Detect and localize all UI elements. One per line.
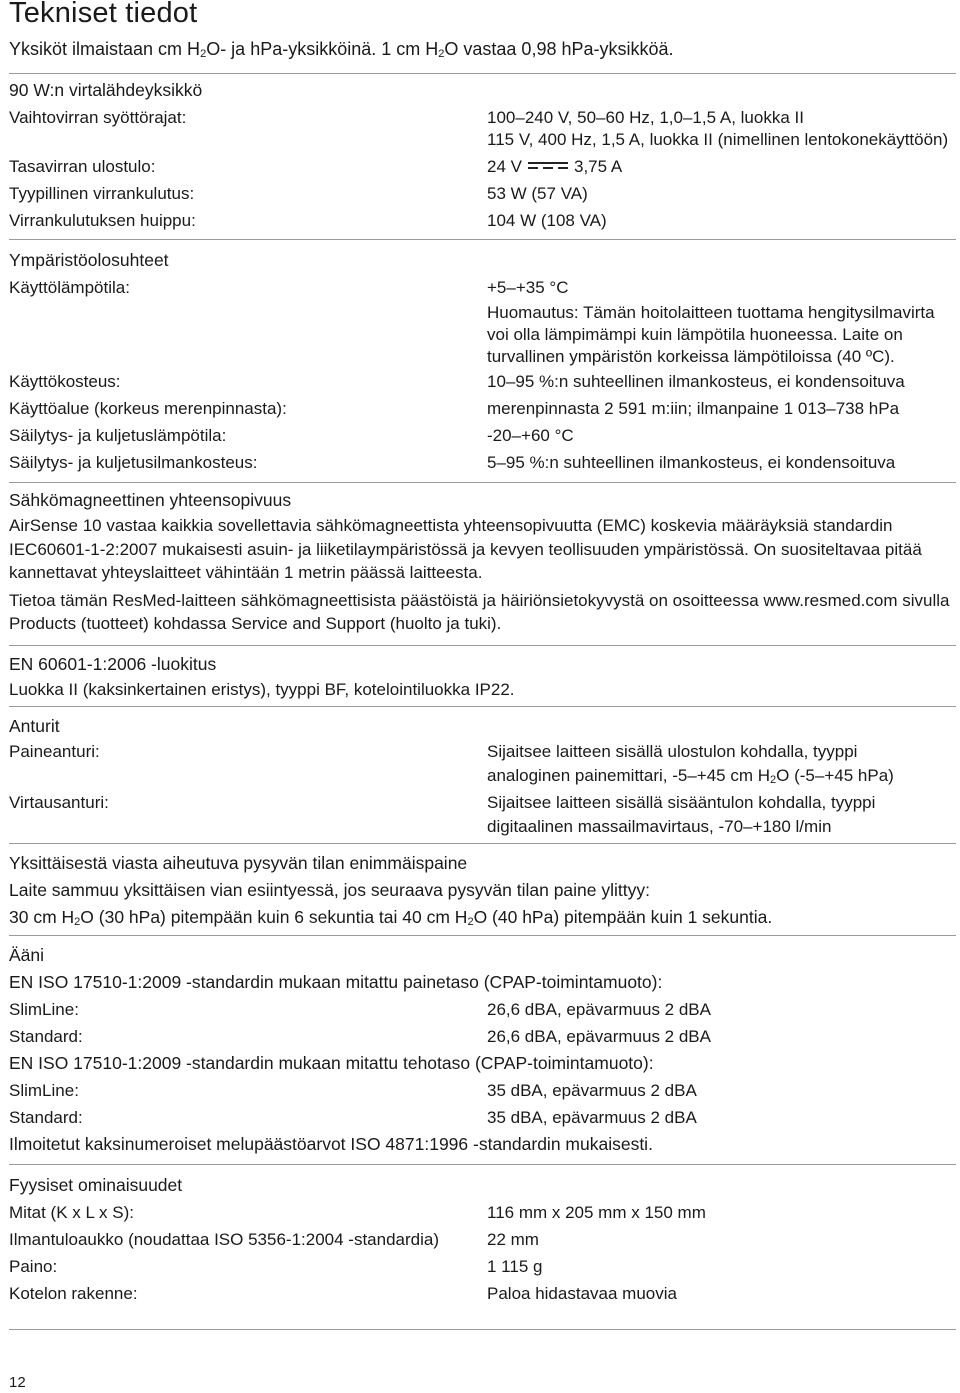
flow-sensor-row: Virtausanturi: Sijaitsee laitteen sisällä sisääntulon kohdalla, tyyppi digitaalinen massailmavirtaus, -70–+180 l/min: [9, 793, 876, 836]
ac-row: [9, 104, 956, 153]
power-heading: 90 W:n virtalähdeyksikkö: [9, 80, 203, 100]
page-number: 12: [9, 1374, 26, 1391]
pressure-sensor-row: Paineanturi: Sijaitsee laitteen sisällä ulostulon kohdalla, tyyppi analoginen painemittari, -5–+45 cm $H_2O$ (-5–+45 hPa): [9, 742, 894, 786]
weight-row: Paino: 1 115 g: [9, 1257, 543, 1276]
classification-text: Luokka II (kaksinkertainen eristys), tyyppi BF, kotelointiluokka IP22.: [9, 679, 515, 699]
units-intro: Yksiköt ilmaistaan cm $H_2O-$ ja hPa-yksikköinä. 1 cm $H_2O$ vastaa 0,98 hPa-yksikköä.: [9, 39, 674, 60]
single-fault-section: [9, 843, 956, 935]
single-fault-line-2: 30 cm $H_2O$ (30 hPa) pitempään kuin 6 sekuntia tai 40 cm $H_2O$ (40 hPa) pitempään kuin 1 sekuntia.: [9, 907, 773, 928]
peak-consumption-row: Virrankulutuksen huippu: 104 W (108 VA): [9, 211, 607, 230]
air-inlet-row: Ilmantuloaukko (noudattaa ISO 5356-1:2004 -standardia) 22 mm: [9, 1230, 539, 1249]
emc-paragraph-1: AirSense 10 vastaa kaikkia sovellettavia sähkömagneettista yhteensopivuutta (EMC) koskevia määräyksiä standardin IEC60601-1-2:2007 mukaisesti asuin- ja liiketilaympäristössä ja kevyen teollisuuden ympäristössä. On suositeltavaa pitää kannettavat yhteyslaitteet vähintään 1 metrin päässä laitteesta.: [9, 516, 922, 582]
environment-heading: Ympäristöolosuhteet: [9, 250, 169, 270]
emc-section: [9, 482, 956, 645]
classification-section: [9, 645, 956, 707]
standard-pressure-row: Standard: 26,6 dBA, epävarmuus 2 dBA: [9, 1027, 711, 1046]
ac-value: 100–240 V, 50–60 Hz, 1,0–1,5 A, luokka II 115 V, 400 Hz, 1,5 A, luokka II (nimellinen lentokonekäyttöön): [487, 108, 949, 149]
storage-humidity-row: Säilytys- ja kuljetusilmankosteus: 5–95 %:n suhteellinen ilmankosteus, ei kondensoituva: [9, 453, 896, 472]
single-fault-line-1: Laite sammuu yksittäisen vian esiintyessä, jos seuraava pysyvän tilan paine ylittyy:: [9, 880, 650, 900]
environment-section: [9, 239, 956, 482]
temperature-note: Huomautus: Tämän hoitolaitteen tuottama hengitysilmavirta voi olla lämpimämpi kuin lämpötila huoneessa. Laite on turvallinen ympäristön korkeissa lämpötiloissa (40 ºC).: [487, 303, 935, 366]
dc-label: Tasavirran ulostulo:: [9, 157, 156, 176]
dc-row: [9, 153, 956, 180]
emc-heading: Sähkömagneettinen yhteensopivuus: [9, 490, 292, 510]
declared-emission-text: Ilmoitetut kaksinumeroiset melupäästöarvot ISO 4871:1996 -standardin mukaisesti.: [9, 1134, 653, 1154]
sound-power-intro: EN ISO 17510-1:2009 -standardin mukaan mitattu tehotaso (CPAP-toimintamuoto):: [9, 1053, 654, 1073]
standard-power-row: Standard: 35 dBA, epävarmuus 2 dBA: [9, 1108, 697, 1127]
physical-heading: Fyysiset ominaisuudet: [9, 1175, 183, 1195]
storage-temp-row: Säilytys- ja kuljetuslämpötila: -20–+60 °C: [9, 426, 574, 445]
page-title: Tekniset tiedot: [9, 0, 198, 29]
dimensions-row: Mitat (K x L x S): 116 mm x 205 mm x 150 mm: [9, 1203, 706, 1222]
sensors-heading: Anturit: [9, 716, 60, 736]
housing-row: Kotelon rakenne: Paloa hidastavaa muovia: [9, 1284, 677, 1303]
ac-label: Vaihtovirran syöttörajat:: [9, 108, 187, 127]
bottom-rule: [9, 1329, 956, 1330]
slimline-pressure-row: SlimLine: 26,6 dBA, epävarmuus 2 dBA: [9, 1000, 711, 1019]
power-section: [9, 73, 956, 239]
sound-pressure-intro: EN ISO 17510-1:2009 -standardin mukaan mitattu painetaso (CPAP-toimintamuoto):: [9, 972, 663, 992]
slimline-power-row: SlimLine: 35 dBA, epävarmuus 2 dBA: [9, 1081, 697, 1100]
altitude-row: Käyttöalue (korkeus merenpinnasta): merenpinnasta 2 591 m:iin; ilmanpaine 1 013–738 hPa: [9, 399, 900, 418]
sensors-section: [9, 706, 956, 843]
sound-heading: Ääni: [9, 945, 45, 965]
dc-value: 24 V 3,75 A: [487, 157, 623, 176]
physical-section: [9, 1164, 956, 1329]
typical-consumption-row: Tyypillinen virrankulutus: 53 W (57 VA): [9, 184, 588, 203]
single-fault-heading: Yksittäisestä viasta aiheutuva pysyvän tilan enimmäispaine: [9, 853, 468, 873]
classification-heading: EN 60601-1:2006 -luokitus: [9, 653, 217, 674]
spec-page: [9, 0, 956, 1330]
sound-section: [9, 935, 956, 1164]
direct-current-icon: [528, 161, 568, 171]
operating-temp-row: Käyttölämpötila: +5–+35 °C Huomautus: Tämän hoitolaitteen tuottama hengitysilmavirta voi olla lämpimämpi kuin lämpötila huoneessa. Laite on turvallinen ympäristön korkeissa lämpötiloissa (40 ºC).: [9, 274, 956, 368]
emc-paragraph-2: Tietoa tämän ResMed-laitteen sähkömagneettisista päästöistä ja häiriönsietokyvystä on osoitteessa www.resmed.com sivulla Products (tuotteet) kohdassa Service and Support (huolto ja tuki).: [9, 590, 950, 633]
operating-humidity-row: Käyttökosteus: 10–95 %:n suhteellinen ilmankosteus, ei kondensoituva: [9, 372, 905, 391]
